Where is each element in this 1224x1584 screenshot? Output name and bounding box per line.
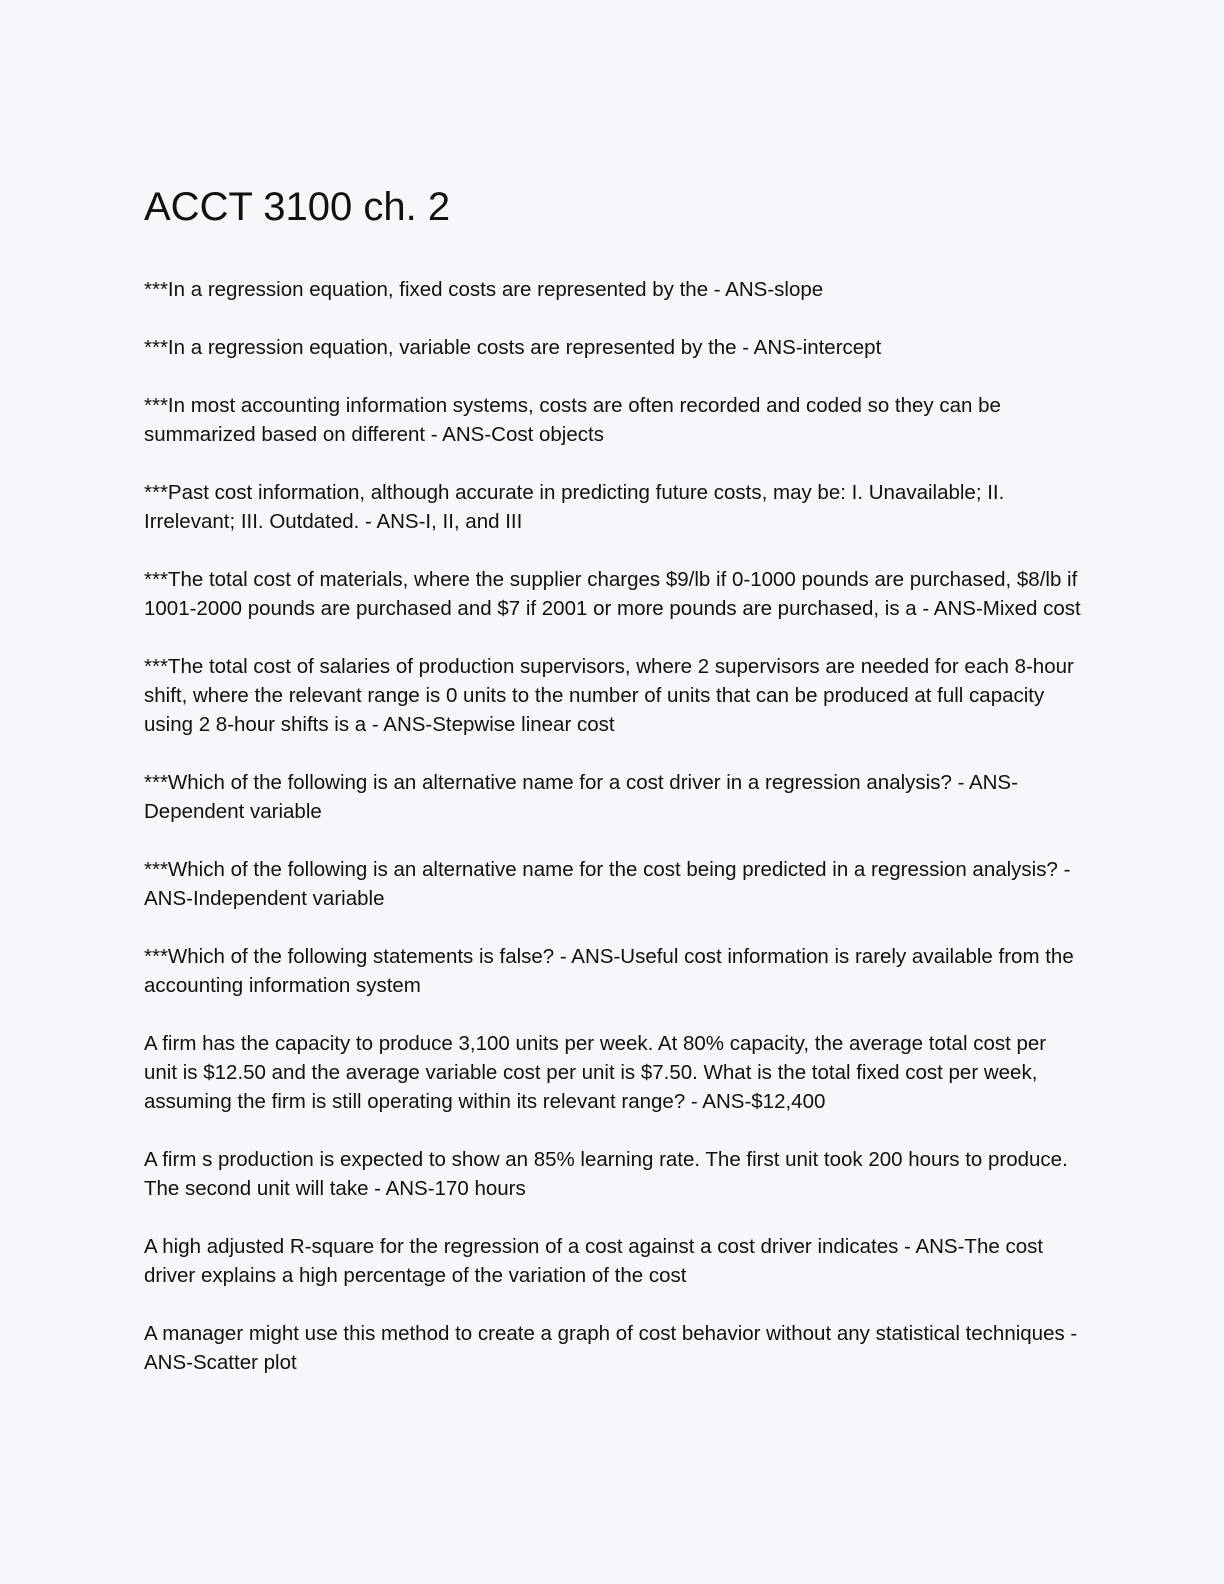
qa-item: A manager might use this method to create a graph of cost behavior without any statistical techniques - ANS-Scatter plot [144, 1322, 1078, 1374]
qa-item: ***The total cost of salaries of production supervisors, where 2 supervisors are needed for each 8-hour shift, where the relevant range is 0 units to the number of units that can be produced at full capacity using 2 8-hour shifts is a - ANS-Stepwise linear cost [144, 655, 1074, 736]
qa-item: ***Which of the following is an alternative name for a cost driver in a regression analysis? - ANS-Dependent variable [144, 771, 1018, 823]
qa-item: ***Past cost information, although accurate in predicting future costs, may be: I. Unavailable; II. Irrelevant; III. Outdated. - ANS-I, II, and III [144, 481, 1005, 533]
document-title: ACCT 3100 ch. 2 [144, 185, 451, 229]
qa-item: ***Which of the following statements is false? - ANS-Useful cost information is rarely available from the accounting information system [144, 945, 1074, 997]
qa-item: ***The total cost of materials, where the supplier charges $9/lb if 0-1000 pounds are purchased, $8/lb if 1001-2000 pounds are purchased and $7 if 2001 or more pounds are purchased, is a - ANS-Mixed cost [144, 568, 1081, 620]
qa-item: ***In a regression equation, variable costs are represented by the - ANS-intercept [144, 336, 882, 359]
qa-item: ***Which of the following is an alternative name for the cost being predicted in a regression analysis? - ANS-Independent variable [144, 858, 1071, 910]
qa-item: A firm s production is expected to show an 85% learning rate. The first unit took 200 hours to produce. The second unit will take - ANS-170 hours [144, 1148, 1068, 1200]
qa-item: ***In a regression equation, fixed costs are represented by the - ANS-slope [144, 278, 824, 301]
qa-item: A high adjusted R-square for the regression of a cost against a cost driver indicates - ANS-The cost driver explains a high percentage of the variation of the cost [144, 1235, 1044, 1287]
qa-item: ***In most accounting information systems, costs are often recorded and coded so they can be summarized based on different - ANS-Cost objects [144, 394, 1001, 446]
document-content [144, 183, 1084, 1406]
qa-item: A firm has the capacity to produce 3,100 units per week. At 80% capacity, the average total cost per unit is $12.50 and the average variable cost per unit is $7.50. What is the total fixed cost per week, assuming the firm is still operating within its relevant range? - ANS-$12,400 [144, 1032, 1047, 1113]
